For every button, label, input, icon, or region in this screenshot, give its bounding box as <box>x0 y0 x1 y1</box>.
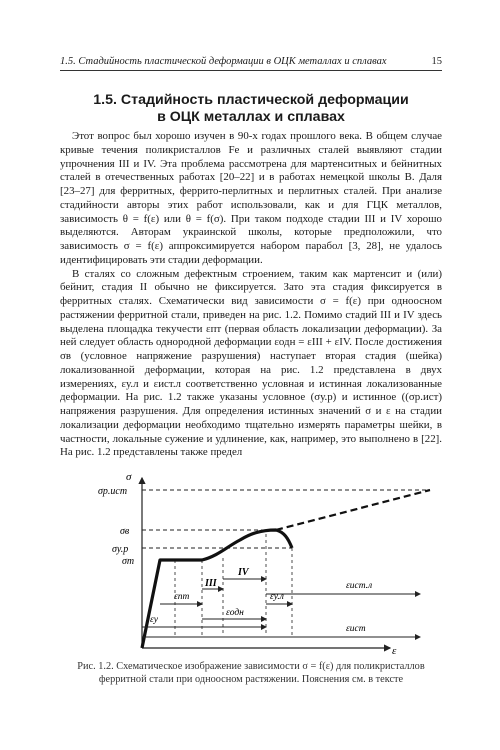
label-sigma-t: σт <box>122 556 135 567</box>
label-eps-odn: εодн <box>226 608 244 618</box>
body-text <box>60 130 442 460</box>
label-sigma: σ <box>126 471 132 483</box>
figure-caption: Рис. 1.2. Схематическое изображение зависимости σ = f(ε) для поликристаллов ферритной стали при одноосном растяжении. Пояснения см. в тексте <box>77 661 425 685</box>
stress-strain-figure <box>90 468 440 656</box>
label-eps: ε <box>392 645 397 656</box>
section-title <box>60 92 442 126</box>
label-eps-ul: εу.л <box>270 592 284 602</box>
page-number: 15 <box>431 56 442 67</box>
true-curve <box>276 490 430 530</box>
label-stage-IV: IV <box>238 567 249 578</box>
label-eps-u: εу <box>150 615 158 625</box>
label-sigma-p-ist: σр.ист <box>98 486 128 497</box>
label-eps-ist: εист <box>346 624 366 634</box>
paragraph-2: В сталях со сложным дефектным строением, таким как мартенсит и (или) бейнит, стадия II обычно не фиксируется. Зато эта стадия фиксируется в ферритных сталях. Схематически вид зависимости σ = f(ε) при одноосном растяжении ферритной стали, приведен на рис. 1.2. Помимо стадий III и IV здесь выделена площадка текучести εпт (первая область локализации деформации). За ней следует область однородной деформации εодн = εIII + εIV. После достижения σв (условное напряжение разрушения) наступает вторая стадия (шейка) локализованной деформации, которая на рис. 1.2 представлена в двух измерениях, εу.л и εист.л соответственно условная и истинная локализованные деформации. На рис. 1.2 также указаны условное (σу.р) и истинное ((σр.ист) напряжения разрушения. Для определения истинных значений σ и ε на стадии локализации деформации необходимо тщательно измерять параметры шейки, в частности, локальные сужение и удлинение, как, например, это выполнено в [22]. На рис. 1.2 представлены также предел <box>60 267 442 459</box>
paragraph-1: Этот вопрос был хорошо изучен в 90-х годах прошлого века. В общем случае кривые течения поликристаллов Fe и различных сталей выявляют стадии упрочнения III и IV. Эта проблема рассмотрена для мартенситных и бейнитных сталей в отечественных работах [20–22] и в работах немецкой школы В. Даля [23–27] для ферритных, феррито-перлитных и перлитных сталей. При анализе стадийности авторы этих работ использовали, как и для ГЦК металлов, зависимость θ = f(ε) или θ = f(σ). При таком подходе стадии III и IV хорошо выделяются. Авторам украинской школы, которые предположили, что зависимость σ = f(ε) аппроксимируется набором парабол [3, 28], не удалось идентифицировать эти стадии деформации. <box>60 130 442 266</box>
label-eps-pt: εпт <box>174 592 190 602</box>
section-title-line-1: 1.5. Стадийность пластической деформации <box>93 92 409 108</box>
label-stage-III: III <box>205 578 217 589</box>
label-sigma-v: σв <box>120 526 130 537</box>
label-eps-ist-l: εист.л <box>346 581 373 591</box>
section-title-line-2: в ОЦК металлах и сплавах <box>157 109 345 125</box>
label-sigma-u-r: σу.р <box>112 544 129 555</box>
running-title: 1.5. Стадийность пластической деформации в ОЦК металлах и сплавах <box>60 56 387 67</box>
running-header <box>60 56 442 71</box>
